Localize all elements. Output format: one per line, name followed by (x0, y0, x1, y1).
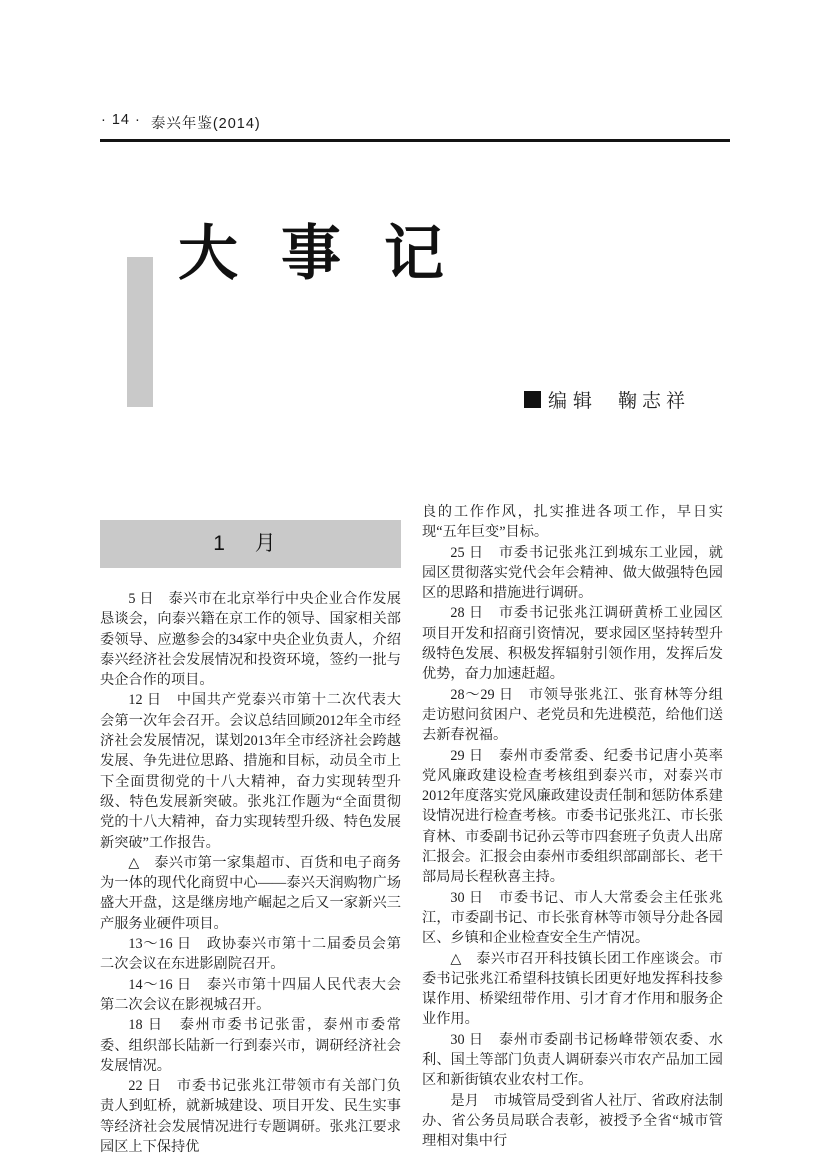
paragraph: 18 日 泰州市委书记张雷，泰州市委常委、组织部长陆新一行到泰兴市，调研经济社会发展情况。 (100, 1017, 401, 1074)
paragraph: △ 泰兴市第一家集超市、百货和电子商务为一体的现代化商贸中心——泰兴天润购物广场盛大开盘，这是继房地产崛起之后又一家新兴三产服务业硬件项目。 (100, 854, 401, 932)
right-column-paragraphs (422, 502, 723, 1152)
page-number: · 14 · (101, 112, 141, 128)
paragraph: △ 泰兴市召开科技镇长团工作座谈会。市委书记张兆江希望科技镇长团更好地发挥科技参谋作用、桥梁纽带作用、引才育才作用和服务企业作用。 (422, 950, 723, 1028)
editor-label: 编辑 (548, 391, 599, 412)
paragraph: 25 日 市委书记张兆江到城东工业园，就园区贯彻落实党代会年会精神、做大做强特色园区的思路和措施进行调研。 (422, 544, 723, 602)
paragraph: 5 日 泰兴市在北京举行中央企业合作发展恳谈会，向泰兴籍在京工作的领导、国家相关部委领导、应邀参会的34家中央企业负责人，介绍泰兴经济社会发展情况和投资环境，签约一批与央企合作的项目。 (100, 591, 401, 689)
paragraph: 12 日 中国共产党泰兴市第十二次代表大会第一次年会召开。会议总结回顾2012年全市经济社会发展情况，谋划2013年全市经济社会跨越发展、争先进位思路、措施和目标，动员全市上下全面贯彻党的十八大精神，奋力实现转型升级、特色发展新突破。张兆江作题为“全面贯彻党的十八大精神，奋力实现转型升级、特色发展新突破”工作报告。 (100, 692, 401, 851)
right-column (422, 502, 723, 1152)
paragraph: 28～29 日 市领导张兆江、张育林等分组走访慰问贫困户、老党员和先进模范，给他们送去新春祝福。 (422, 686, 723, 744)
left-column (100, 520, 401, 1157)
header-rule (100, 139, 730, 142)
running-header (101, 112, 261, 133)
paragraph: 14～16 日 泰兴市第十四届人民代表大会第二次会议在影视城召开。 (100, 976, 401, 1013)
title-decoration-bar (127, 257, 153, 407)
book-title: 泰兴年鉴(2014) (150, 116, 261, 132)
chapter-title: 大 事 记 (178, 221, 458, 287)
paragraph: 22 日 市委书记张兆江带领市有关部门负责人到虹桥，就新城建设、项目开发、民生实事等经济社会发展情况进行专题调研。张兆江要求园区上下保持优 (100, 1078, 401, 1156)
left-column-paragraphs (100, 589, 401, 1157)
editor-marker-icon (524, 391, 541, 408)
paragraph: 良的工作作风，扎实推进各项工作，早日实现“五年巨变”目标。 (422, 504, 723, 541)
editor-name: 鞠志祥 (618, 391, 691, 412)
paragraph: 是月 市城管局受到省人社厅、省政府法制办、省公务员局联合表彰，被授予全省“城市管理相对集中行 (422, 1092, 723, 1150)
editor-line (524, 386, 690, 413)
paragraph: 28 日 市委书记张兆江调研黄桥工业园区项目开发和招商引资情况，要求园区坚持转型升级特色发展、积极发挥辐射引领作用，发挥后发优势，奋力加速赶超。 (422, 605, 723, 683)
paragraph: 13～16 日 政协泰兴市第十二届委员会第二次会议在东进影剧院召开。 (100, 936, 401, 973)
paragraph: 30 日 市委书记、市人大常委会主任张兆江，市委副书记、市长张育林等市领导分赴各园区、乡镇和企业检查安全生产情况。 (422, 889, 723, 947)
paragraph: 29 日 泰州市委常委、纪委书记唐小英率党风廉政建设检查考核组到泰兴市，对泰兴市2012年度落实党风廉政建设责任制和惩防体系建设情况进行检查考核。市委书记张兆江、市长张育林、市委副书记孙云等市四套班子负责人出席汇报会。汇报会由泰州市委组织部副部长、老干部局局长程秋喜主持。 (422, 747, 723, 886)
paragraph: 30 日 泰州市委副书记杨峰带领农委、水利、国土等部门负责人调研泰兴市农产品加工园区和新街镇农业农村工作。 (422, 1031, 723, 1089)
month-heading: 1 月 (100, 520, 401, 568)
